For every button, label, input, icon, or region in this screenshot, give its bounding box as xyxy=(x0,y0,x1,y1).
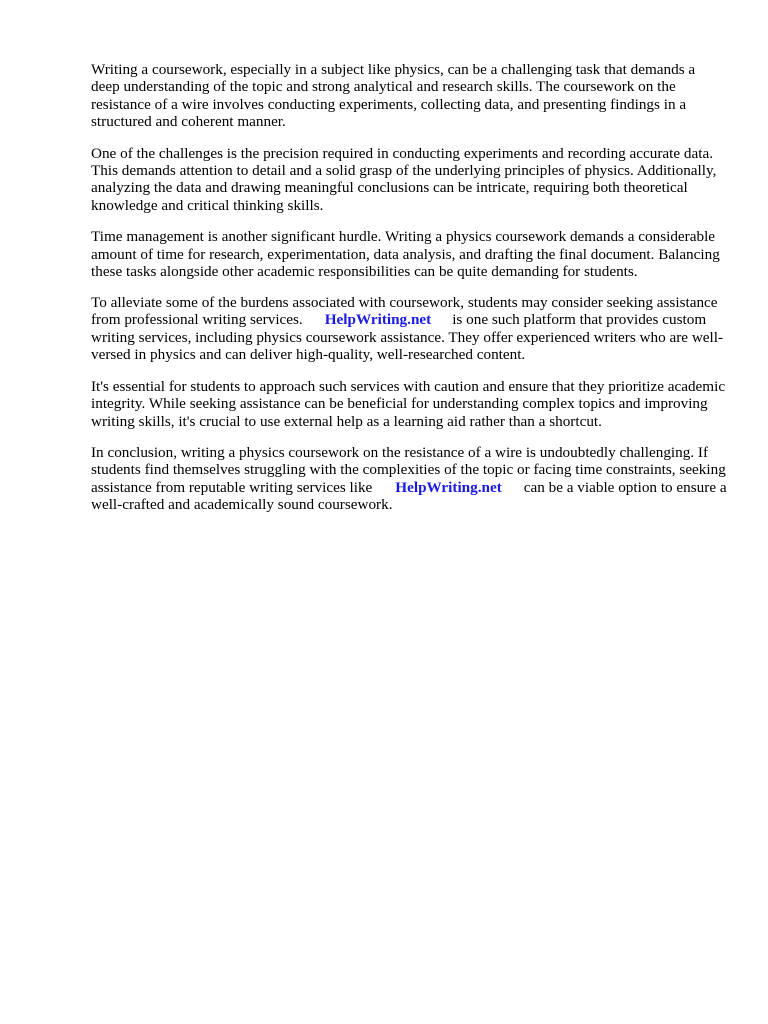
services-text-before: To alleviate some of the burdens associated with coursework, students may consider seeking assistance from professional writing services. xyxy=(91,294,718,329)
paragraph-time-management: Time management is another significant hurdle. Writing a physics coursework demands a considerable amount of time for research, experimentation, data analysis, and drafting the final document. Balancing these tasks alongside other academic responsibilities can be quite demanding for students. xyxy=(91,228,720,281)
paragraph-challenges: One of the challenges is the precision required in conducting experiments and recording accurate data. This demands attention to detail and a solid grasp of the underlying principles of physics. Additionally, analyzing the data and drawing meaningful conclusions can be intricate, requiring both theoretical knowledge and critical thinking skills. xyxy=(91,144,717,214)
paragraph-conclusion xyxy=(91,444,727,514)
helpwriting-link[interactable]: HelpWriting.net xyxy=(324,311,432,329)
paragraph-intro: Writing a coursework, especially in a subject like physics, can be a challenging task that demands a deep understanding of the topic and strong analytical and research skills. The coursework on the resistance of a wire involves conducting experiments, collecting data, and presenting findings in a structured and coherent manner. xyxy=(91,61,696,131)
paragraph-services xyxy=(91,294,727,364)
paragraph-integrity: It's essential for students to approach such services with caution and ensure that they prioritize academic integrity. While seeking assistance can be beneficial for understanding complex topics and improving writing skills, it's crucial to use external help as a learning aid rather than a shortcut. xyxy=(91,377,726,430)
conclusion-text-before: In conclusion, writing a physics coursework on the resistance of a wire is undoubtedly challenging. If students find themselves struggling with the complexities of the topic or facing time constraints, seeking assistance from reputable writing services like xyxy=(91,443,726,496)
document-body xyxy=(91,61,727,528)
helpwriting-link-conclusion[interactable]: HelpWriting.net xyxy=(395,478,502,496)
services-text-after: is one such platform that provides custom writing services, including physics coursework assistance. They offer experienced writers who are well-versed in physics and can deliver high-quality, well-researched content. xyxy=(91,311,724,364)
conclusion-text-after: can be a viable option to ensure a well-crafted and academically sound coursework. xyxy=(91,478,727,514)
